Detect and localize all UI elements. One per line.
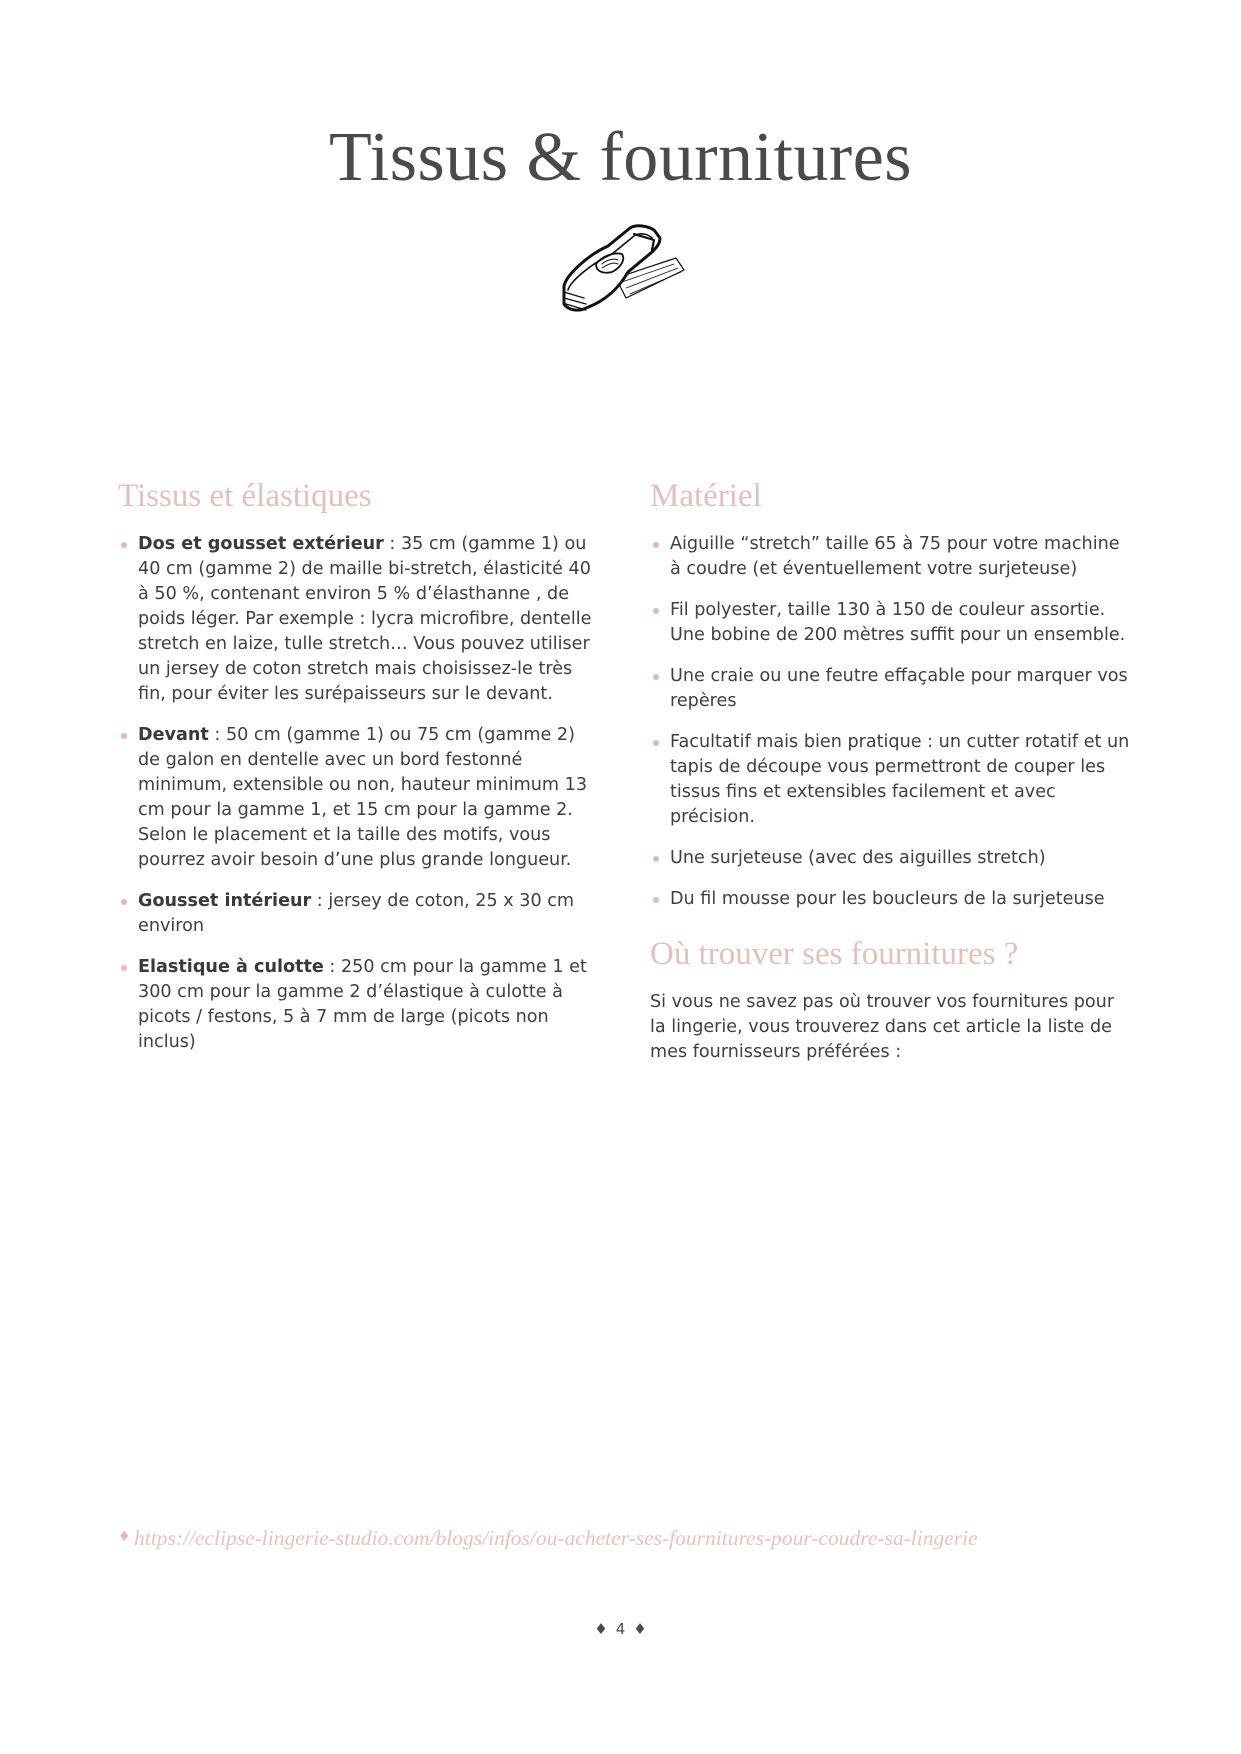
materials-column	[650, 476, 1130, 1065]
list-item	[118, 955, 598, 1055]
list-item	[118, 532, 598, 707]
page-title: Tissus & fournitures	[328, 119, 913, 196]
page-number	[0, 1620, 1241, 1638]
materials-list	[650, 532, 1130, 912]
page-number-value: 4	[615, 1620, 626, 1638]
fabrics-list	[118, 532, 598, 1055]
diamond-icon: ♦	[633, 1620, 647, 1638]
list-item: Une craie ou une feutre effaçable pour marquer vos repères	[650, 664, 1130, 714]
suppliers-link[interactable]: https://eclipse-lingerie-studio.com/blogs/infos/ou-acheter-ses-fournitures-pour-coudre-sa-lingerie	[134, 1526, 978, 1550]
list-item: Une surjeteuse (avec des aiguilles stretch)	[650, 846, 1130, 871]
item-text: : 250 cm pour la gamme 1 et 300 cm pour la gamme 2 d’élastique à culotte à picots / festons, 5 à 7 mm de large (picots non inclus)	[138, 957, 587, 1052]
sewing-clip-icon	[556, 218, 696, 314]
list-item	[118, 723, 598, 873]
item-text: : jersey de coton, 25 x 30 cm environ	[138, 891, 575, 936]
item-label: Elastique à culotte	[138, 957, 324, 977]
list-item: Du fil mousse pour les boucleurs de la surjeteuse	[650, 887, 1130, 912]
diamond-icon: ♦	[594, 1620, 608, 1638]
list-item	[118, 889, 598, 939]
fabrics-column	[118, 476, 598, 1071]
item-text: : 50 cm (gamme 1) ou 75 cm (gamme 2) de galon en dentelle avec un bord festonné minimum, extensible ou non, hauteur minimum 13 cm pour la gamme 1, et 15 cm pour la gamme 2. Selon le placement et la taille des motifs, vous pourrez avoir besoin d’une plus grande longueur.	[138, 725, 588, 870]
suppliers-heading: Où trouver ses fournitures ?	[650, 936, 1019, 972]
list-item: Fil polyester, taille 130 à 150 de couleur assortie. Une bobine de 200 mètres suffit pour un ensemble.	[650, 598, 1130, 648]
fabrics-heading: Tissus et élastiques	[118, 478, 372, 514]
materials-heading: Matériel	[650, 478, 762, 514]
item-text: : 35 cm (gamme 1) ou 40 cm (gamme 2) de maille bi-stretch, élasticité 40 à 50 %, contenant environ 5 % d’élasthanne , de poids léger. Par exemple : lycra microfibre, dentelle stretch en laize, tulle stretch… Vous pouvez utiliser un jersey de coton stretch mais choisissez-le très fin, pour éviter les surépaisseurs sur le devant.	[138, 534, 592, 704]
suppliers-paragraph: Si vous ne savez pas où trouver vos fournitures pour la lingerie, vous trouverez dans cet article la liste de mes fournisseurs préférées :	[650, 992, 1115, 1062]
item-label: Dos et gousset extérieur	[138, 534, 384, 554]
item-label: Gousset intérieur	[138, 891, 312, 911]
item-label: Devant	[138, 725, 209, 745]
list-item: Facultatif mais bien pratique : un cutter rotatif et un tapis de découpe vous permettront de couper les tissus fins et extensibles facilement et avec précision.	[650, 730, 1130, 830]
diamond-icon: ♦	[118, 1529, 131, 1545]
list-item: Aiguille “stretch” taille 65 à 75 pour votre machine à coudre (et éventuellement votre surjeteuse)	[650, 532, 1130, 582]
